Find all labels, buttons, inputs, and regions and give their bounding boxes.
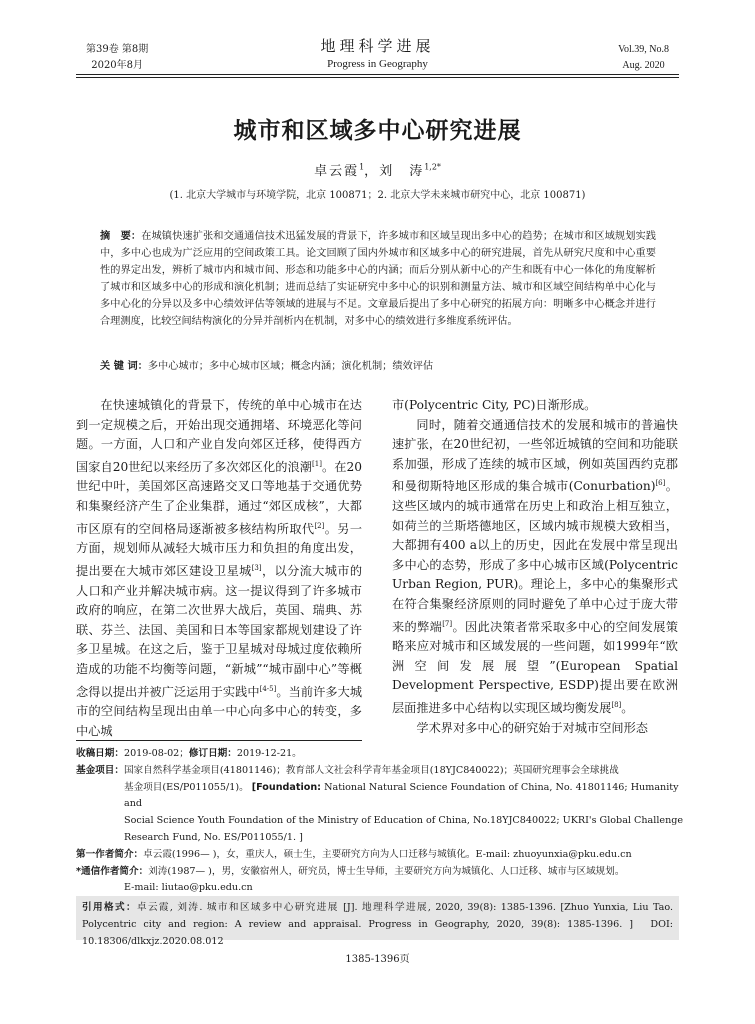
footnote-dates	[76, 746, 686, 763]
footnote-rule	[76, 740, 362, 741]
reference-marker[interactable]: [3]	[251, 563, 262, 572]
fund-text-en: National Natural Science Foundation of China, No. 41801146; Humanity and	[124, 781, 679, 810]
page-range: 1385-1396页	[345, 954, 410, 965]
body-text: 。当前许多大城市的空间结构呈现出由单一中心向多中心的转变，多中心城	[76, 684, 363, 738]
header-rule-thin	[76, 77, 679, 78]
body-text: 。因此决策者常采取多中心的空间发展策略来应对城市和区域发展的一些问题，如1999年“欧洲空间发展展望”(European Spatial Development Perspective, ESDP)提出要在欧洲层面推进多中心结构以实现区域均衡发展	[392, 619, 679, 716]
header-date-cn: 2020年8月	[91, 60, 144, 71]
received-date: 2019-08-02；	[123, 748, 189, 759]
journal-name-en: Progress in Geography	[327, 58, 428, 70]
fund-text-cn-2: 基金项目(ES/P011055/1)。	[124, 781, 249, 793]
abstract	[100, 228, 656, 330]
body-text: 同时，随着交通通信技术的发展和城市的普遍快速扩张，在20世纪初，一些邻近城镇的空间和功能联系加强，形成了连续的城市区域，例如英国西约克郡和曼彻斯特地区形成的集合城市(Conurbation)	[392, 417, 678, 494]
keywords-label: 关 键 词：	[100, 361, 148, 372]
body-paragraph	[392, 416, 678, 719]
reference-marker[interactable]: [2]	[314, 521, 325, 530]
journal-name-cn: 地理科学进展	[320, 37, 435, 55]
author-2: 刘 涛	[379, 164, 425, 179]
first-author-label: 第一作者简介：	[76, 848, 144, 860]
reference-marker[interactable]: [6]	[655, 479, 666, 488]
revised-label: 修订日期：	[188, 748, 237, 759]
footnote-fund	[76, 763, 686, 780]
citation-text[interactable]: 卓云霞, 刘涛. 城市和区域多中心研究进展 [J]. 地理科学进展, 2020, 39(8): 1385-1396. [Zhuo Yunxia, Liu Tao. Polycentric city and region: A review and appraisal. Progress in Geography, 2020, 39(8): 1385-1396. ] DOI: 10.18306/dlkxjz.2020.08.012	[82, 902, 673, 947]
body-paragraph: 市(Polycentric City, PC)日渐形成。	[392, 398, 597, 412]
fund-en-label: [Foundation:	[251, 781, 322, 793]
header-volume-cn: 第39卷 第8期	[86, 44, 149, 55]
body-column-left	[76, 396, 362, 741]
received-label: 收稿日期：	[76, 748, 124, 759]
footnote-corresponding	[76, 864, 686, 881]
body-text: 。	[621, 701, 634, 716]
paper-title: 城市和区域多中心研究进展	[233, 118, 522, 144]
footnote-fund-en-2: Social Science Youth Foundation of the Ministry of Education of China, No.18YJC840022; UKRI's Global Challenge	[124, 815, 684, 827]
body-paragraph	[76, 396, 362, 741]
first-author-text[interactable]: 卓云霞(1996— )，女，重庆人，硕士生，主要研究方向为人口迁移与城镇化。E-mail: zhuoyunxia@pku.edu.cn	[143, 848, 632, 860]
reference-marker[interactable]: [7]	[442, 619, 453, 628]
reference-marker[interactable]: [1]	[312, 459, 322, 468]
body-text: 在快速城镇化的背景下，传统的单中心城市在达到一定规模之后，开始出现交通拥堵、环境恶化等问题。一方面，人口和产业自发向郊区迁移，使得西方国家自20世纪以来经历了多次郊区化的浪潮	[76, 398, 362, 474]
body-column-right	[392, 396, 678, 738]
header-date-en: Aug. 2020	[622, 60, 665, 71]
footnote-first-author	[76, 847, 686, 864]
body-text: ，以分流大城市的人口和产业并解决城市病。这一提议得到了许多城市政府的响应，在第二次世界大战后，英国、瑞典、苏联、芬兰、法国、美国和日本等国家都规划建设了许多卫星城。在这之后，鉴于卫星城对母城过度依赖所造成的功能不均衡等问题，“新城”“城市副中心”等概念得以提出并被广泛运用于实践中	[76, 563, 363, 699]
keywords-text: 多中心城市；多中心城市区域；概念内涵；演化机制；绩效评估	[147, 361, 434, 372]
fund-text-cn: 国家自然科学基金项目(41801146)；教育部人文社会科学青年基金项目(18YJC840022)；英国研究理事会全球挑战	[123, 764, 619, 776]
citation-box	[76, 896, 679, 947]
footnotes	[76, 746, 686, 897]
body-text: 。在20世纪中叶，美国郊区高速路交叉口等地基于交通优势和集聚经济产生了企业集群，通过“郊区成核”，大都市区原有的空间格局逐渐被多核结构所取代	[76, 459, 362, 536]
keywords	[100, 358, 656, 375]
author-line	[0, 160, 755, 179]
author-separator: ，	[364, 164, 380, 179]
reference-marker[interactable]: [4-5]	[259, 684, 277, 693]
corresponding-label: *通信作者简介：	[76, 865, 149, 877]
author-1-affil: 1	[359, 162, 365, 172]
reference-marker[interactable]: [8]	[611, 701, 622, 710]
header-volume-en	[618, 42, 669, 74]
corresponding-text: 刘涛(1987— )，男，安徽宿州人，研究员，博士生导师，主要研究方向为城镇化、人口迁移、城市与区域规划。	[148, 865, 625, 877]
abstract-label: 摘 要：	[100, 231, 142, 242]
fund-label: 基金项目：	[76, 764, 124, 776]
footnote-fund-en-3: Research Fund, No. ES/P011055/1. ]	[124, 831, 303, 843]
author-2-affil: 1,2*	[424, 162, 441, 172]
footnote-fund-cont	[76, 780, 686, 814]
header-rule-thick	[76, 74, 679, 75]
body-text: 。这些区域内的城市通常在历史上和政治上相互独立，如荷兰的兰斯塔德地区，区域内城市规模大致相当，大都拥有400 a以上的历史，因此在发展中常呈现出多中心的态势，形成了多中心城市区域(Polycentric Urban Region, PUR)。理论上，多中心的集聚形式在符合集聚经济原则的同时避免了单中心过于庞大带来的弊端	[392, 479, 678, 634]
citation-label: 引用格式：	[82, 902, 137, 913]
corresponding-email[interactable]: E-mail: liutao@pku.edu.cn	[124, 882, 253, 894]
header-volume-no: Vol.39, No.8	[618, 44, 669, 55]
body-text: 。另一方面，规划师从减轻大城市压力和负担的角度出发，提出要在大城市郊区建设卫星城	[76, 521, 363, 578]
author-1: 卓云霞	[314, 164, 360, 179]
revised-date: 2019-12-21。	[236, 748, 302, 759]
body-paragraph: 学术界对多中心的研究始于对城市空间形态	[416, 720, 648, 735]
affiliations: (1. 北京大学城市与环境学院，北京 100871；2. 北京大学未来城市研究中心，北京 100871)	[169, 190, 586, 201]
abstract-text: 在城镇快速扩张和交通通信技术迅猛发展的背景下，许多城市和区域呈现出多中心的趋势；在城市和区域规划实践中，多中心也成为广泛应用的空间政策工具。论文回顾了国内外城市和区域多中心的研究进展，首先从研究尺度和中心重要性的界定出发，辨析了城市内和城市间、形态和功能多中心的内涵；而后分别从新中心的产生和既有中心一体化的角度解析了城市和区域多中心的形成和演化机制；进而总结了实证研究中多中心的识别和测量方法、城市和区域空间结构单中心化与多中心化的分异以及多中心绩效评估等领域的进展与不足。文章最后提出了多中心研究的拓展方向：明晰多中心概念并进行合理测度，比较空间结构演化的分异并剖析内在机制，对多中心的绩效进行多维度系统评估。	[100, 231, 657, 327]
